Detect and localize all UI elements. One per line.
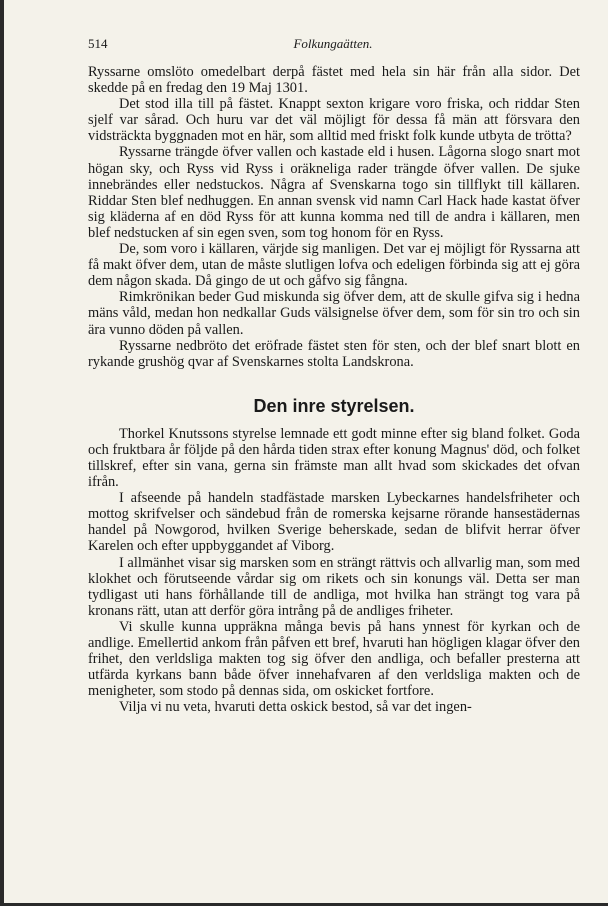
paragraph: Ryssarne trängde öfver vallen och kastade eld i husen. Lågorna slogo snart mot högan sky, och Ryss vid Ryss i oräkneliga rader trängde öfver vallen. De sjuke innebrändes eller nedstuckos. Några af Svenskarna togo sin tillflykt till källaren. Riddar Sten blef nedhuggen. En annan svensk vid namn Carl Hack hade kastat öfver sig kläderna af en död Ryss för att kunna komma ned till de andra i källaren, men blef nedstucken af sin egen sven, som tog honom för en Ryss. (88, 144, 580, 241)
paragraph: I afseende på handeln stadfästade marsken Lybeckarnes handelsfriheter och mottog skrifvelser och sändebud från de romerska kejsarne rörande hansestädernas handel på Nowgorod, hvilken Sverige beherskade, sedan de blifvit herrar öfver Karelen och efter uppbyggandet af Viborg. (88, 490, 580, 555)
paragraph: Det stod illa till på fästet. Knappt sexton krigare voro friska, och riddar Sten sjelf var sårad. Och huru var det väl möjligt för dessa få män att försvara den vidsträckta byggnaden mot en här, som alltid med friskt folk kunde utbyta de trötta? (88, 96, 580, 145)
body-text (88, 64, 580, 715)
left-edge-rule (0, 0, 4, 906)
paragraph: I allmänhet visar sig marsken som en strängt rättvis och allvarlig man, som med klokhet och förutseende vårdar sig om rikets och sin konungs väl. Detta ser man tydligast uti hans förhållande till de andliga, mot hvilka han strängt tog vara på kronans rätt, utan att derför göra intrång på de andliges friheter. (88, 554, 580, 619)
paragraph: Vilja vi nu veta, hvaruti detta oskick bestod, så var det ingen- (119, 699, 472, 716)
paragraph: De, som voro i källaren, värjde sig manligen. Det var ej möjligt för Ryssarna att få makt öfver dem, utan de måste slutligen lofva och edeligen förbinda sig att ej göra dem någon skada. Då gingo de ut och gåfvo sig fångna. (88, 241, 580, 290)
page-header (88, 36, 578, 56)
paragraph: Rimkrönikan beder Gud miskunda sig öfver dem, att de skulle gifva sig i hedna mäns våld, medan hon nedkallar Guds välsignelse öfver dem, som för sin tro och sin ära vunno döden på vallen. (88, 289, 580, 338)
paragraph: Ryssarne omslöto omedelbart derpå fästet med hela sin här från alla sidor. Det skedde på en fredag den 19 Maj 1301. (88, 64, 580, 97)
section-heading: Den inre styrelsen. (253, 395, 415, 416)
paragraph: Vi skulle kunna uppräkna många bevis på hans ynnest för kyrkan och de andlige. Emellertid ankom från påfven ett bref, hvaruti han högligen klagar öfver den frihet, den verldsliga makten tog sig öfver den andliga, och befaller presterna att utfärda kyrkans bann både öfver innehafvaren af den verldsliga makten och de menigheter, som stodo på dennas sida, om oskicket fortfore. (88, 618, 580, 700)
paragraph: Thorkel Knutssons styrelse lemnade ett godt minne efter sig bland folket. Goda och fruktbara år följde på den hårda tiden strax efter konung Magnus' död, och folket tillskref, efter sin vana, gerna sin främste man allt hvad som skickades det ofvan ifrån. (88, 425, 580, 491)
running-title: Folkungaätten. (293, 36, 373, 51)
page-number: 514 (88, 36, 108, 51)
paragraph: Ryssarne nedbröto det eröfrade fästet sten för sten, och der blef snart blott en rykande grushög qvar af Svenskarnes stolta Landskrona. (88, 337, 580, 370)
